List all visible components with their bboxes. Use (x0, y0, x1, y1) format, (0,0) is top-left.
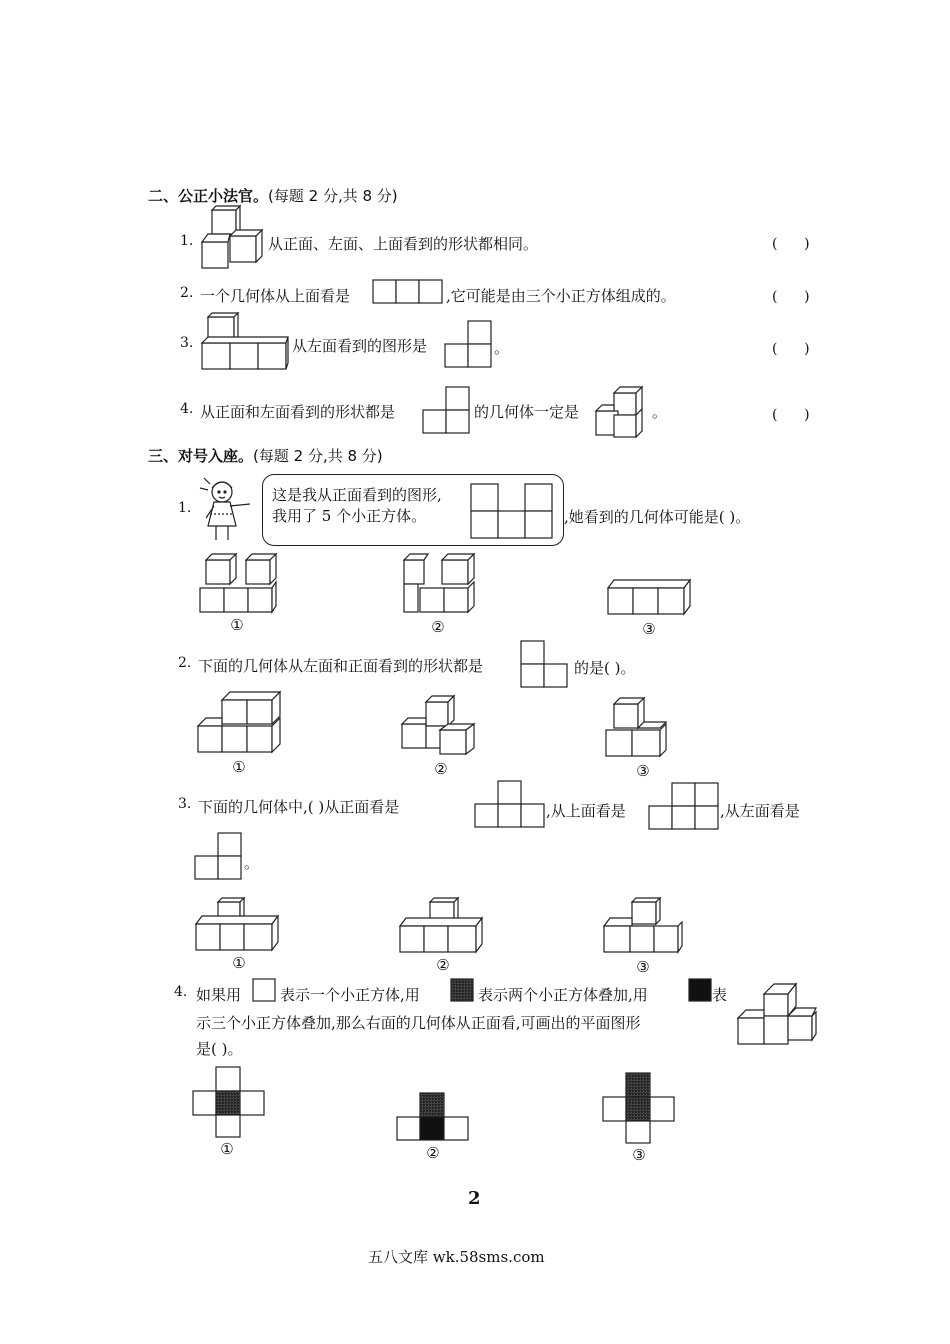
s3-q3-front-view (474, 780, 546, 830)
section2-heading: 二、公正小法官。(每题 2 分,共 8 分) (148, 187, 398, 205)
s2-item4-number: 4. (180, 401, 194, 417)
s3-q4-t3: 表示两个小正方体叠加,用 (478, 986, 648, 1004)
s3-q2-label2[interactable]: ② (434, 760, 448, 778)
s3-q4-line2: 示三个小正方体叠加,那么右面的几何体从正面看,可画出的平面图形 (196, 1014, 641, 1032)
s2-item4-solid (594, 385, 652, 439)
s2-item4-view-shape (422, 386, 472, 436)
s3-q4-t4: 表 (712, 986, 728, 1004)
speech-line1: 这是我从正面看到的图形, (272, 486, 442, 504)
s2-item1-number: 1. (180, 233, 194, 249)
s3-q4-option3-figure (602, 1072, 676, 1144)
s3-q1-label3[interactable]: ③ (642, 620, 656, 638)
s2-item3-number: 3. (180, 335, 194, 351)
s2-item1-text: 从正面、左面、上面看到的形状都相同。 (268, 235, 539, 253)
page-number: 2 (468, 1188, 481, 1209)
s3-q4-t1: 如果用 (196, 986, 242, 1004)
s3-q4-line3: 是( )。 (196, 1040, 243, 1058)
s3-q3-text-a: 下面的几何体中,( )从正面看是 (198, 798, 400, 816)
s3-q2-label3[interactable]: ③ (636, 762, 650, 780)
s3-q3-number: 3. (178, 796, 192, 812)
s3-q1-option1-solid (198, 552, 280, 614)
s3-q4-solid (736, 982, 818, 1048)
s2-item2-top-view (372, 279, 444, 305)
s2-item3-left-view (444, 320, 494, 370)
s3-q3-top-view (648, 782, 720, 832)
s3-q1-option3-solid (606, 578, 692, 616)
s3-q1-label2[interactable]: ② (431, 618, 445, 636)
s3-q3-label1[interactable]: ① (232, 954, 246, 972)
s3-q3-text-b: ,从上面看是 (546, 802, 626, 820)
s3-q3-left-view (194, 832, 244, 882)
s3-q3-option2-solid (398, 896, 486, 954)
s3-q3-option1-solid (194, 896, 282, 952)
s3-q3-label3[interactable]: ③ (636, 958, 650, 976)
s3-q3-label2[interactable]: ② (436, 956, 450, 974)
s2-item1-answer[interactable]: ( ) (772, 236, 810, 252)
s3-q2-label1[interactable]: ① (232, 758, 246, 776)
speech-line2: 我用了 5 个小正方体。 (272, 507, 427, 525)
s3-q1-tail: ,她看到的几何体可能是( )。 (564, 508, 751, 526)
s3-q1-front-view (470, 483, 554, 539)
s3-q2-option2-solid (400, 694, 482, 758)
s2-item2-text-a: 一个几何体从上面看是 (200, 287, 351, 305)
s3-q3-text-c: ,从左面看是 (720, 802, 800, 820)
s2-item3-text-b: 。 (494, 339, 510, 357)
s3-q2-text-b: 的是( )。 (574, 659, 636, 677)
s3-q1-number: 1. (178, 500, 192, 516)
s3-q4-label2[interactable]: ② (426, 1144, 440, 1162)
s2-item2-answer[interactable]: ( ) (772, 289, 810, 305)
s2-item4-answer[interactable]: ( ) (772, 407, 810, 423)
s2-item3-text-a: 从左面看到的图形是 (292, 337, 428, 355)
s3-q4-label1[interactable]: ① (220, 1140, 234, 1158)
s3-q4-option1-figure (192, 1066, 266, 1138)
s3-q3-option3-solid (602, 896, 684, 958)
s2-item4-text-b: 的几何体一定是 (474, 403, 580, 421)
triple-cube-symbol (688, 978, 714, 1004)
footer-watermark: 五八文库 wk.58sms.com (368, 1248, 545, 1266)
s3-q2-text-a: 下面的几何体从左面和正面看到的形状都是 (198, 657, 484, 675)
girl-illustration (196, 474, 262, 544)
s2-item1-figure (200, 208, 266, 270)
single-cube-symbol (252, 978, 278, 1004)
s3-q4-number: 4. (174, 984, 188, 1000)
s3-q2-option1-solid (196, 690, 282, 754)
double-cube-symbol (450, 978, 476, 1004)
s2-item3-answer[interactable]: ( ) (772, 341, 810, 357)
s2-item3-figure (200, 311, 290, 371)
s3-q4-t2: 表示一个小正方体,用 (280, 986, 420, 1004)
s3-q4-option2-figure (396, 1092, 470, 1142)
s2-item2-number: 2. (180, 285, 194, 301)
s3-q4-label3[interactable]: ③ (632, 1146, 646, 1164)
s3-q3-text-d: 。 (244, 854, 260, 872)
s3-q1-label1[interactable]: ① (230, 616, 244, 634)
s2-item4-text-a: 从正面和左面看到的形状都是 (200, 403, 396, 421)
s3-q2-view-shape (520, 640, 570, 690)
section3-heading: 三、对号入座。(每题 2 分,共 8 分) (148, 447, 383, 465)
s3-q2-number: 2. (178, 655, 192, 671)
s2-item2-text-b: ,它可能是由三个小正方体组成的。 (446, 287, 676, 305)
s2-item4-text-c: 。 (652, 403, 668, 421)
s3-q1-option2-solid (402, 552, 476, 614)
s3-q2-option3-solid (604, 696, 668, 758)
